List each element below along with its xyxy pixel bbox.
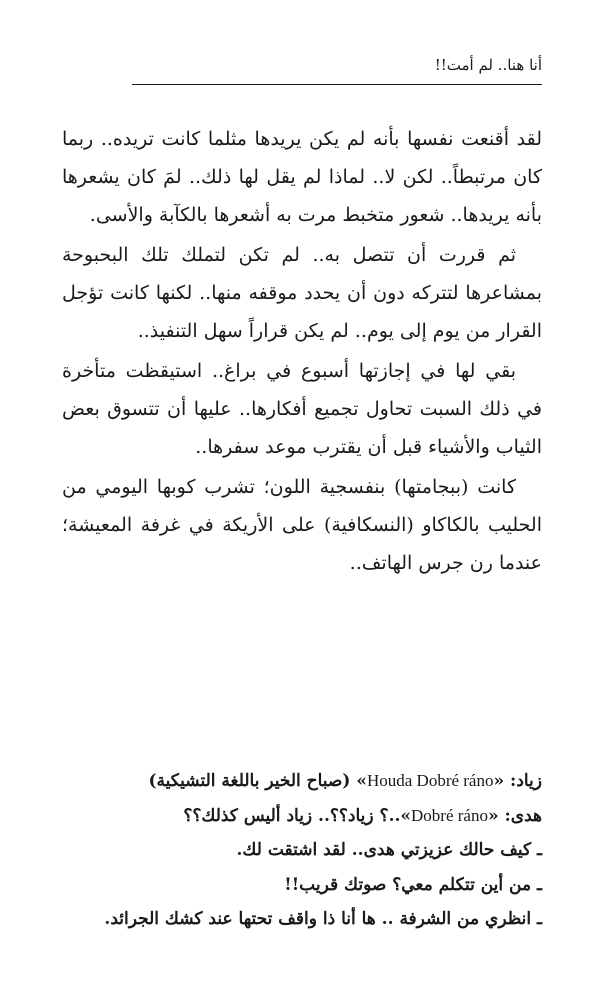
dialogue-line-2-latin: Dobré ráno <box>411 805 488 825</box>
dialogue-line-2-suffix: »..؟ زياد؟؟.. زياد أليس كذلك؟؟ <box>183 805 412 826</box>
paragraph-3: بقي لها في إجازتها أسبوع في براغ.. استيقظت متأخرة في ذلك السبت تحاول تجميع أفكارها.. عليها أن تتسوق بعض الثياب والأشياء قبل أن يقترب موعد سفرها.. <box>62 360 542 458</box>
body-text <box>62 120 542 584</box>
dialogue-line-3: ـ كيف حالك عزيزتي هدى.. لقد اشتقت لك. <box>236 840 542 860</box>
dialogue-block <box>62 764 542 937</box>
dialogue-line-1 <box>62 764 542 799</box>
dialogue-line-1-latin: Houda Dobré ráno <box>366 771 494 790</box>
running-header <box>132 56 542 85</box>
dialogue-line-4: ـ من أين تتكلم معي؟ صوتك قريب!! <box>284 874 542 895</box>
paragraph-2: ثم قررت أن تتصل به.. لم تكن لتملك تلك البحبوحة بمشاعرها لتتركه دون أن يحدد موقفه منها.. لكنها كانت تؤجل القرار من يوم إلى يوم.. لم يكن قراراً سهل التنفيذ.. <box>62 244 542 342</box>
dialogue-line-2 <box>62 799 542 834</box>
paragraph-4: كانت (ببجامتها) بنفسجية اللون؛ تشرب كوبها اليومي من الحليب بالكاكاو (النسكافية) على الأريكة في غرفة المعيشة؛ عندما رن جرس الهاتف.. <box>62 476 542 574</box>
running-title: أنا هنا.. لم أمت!! <box>434 56 542 74</box>
dialogue-line-5: ـ انظري من الشرفة .. ها أنا ذا واقف تحتها عند كشك الجرائد. <box>104 909 542 929</box>
paragraph-1: لقد أقنعت نفسها بأنه لم يكن يريدها مثلما كانت تريده.. ربما كان مرتبطاً.. لكن لا.. لماذا لم يقل لها ذلك.. لمَ كان يشعرها بأنه يريدها.. شعور متخبط مرت به أشعرها بالكآبة والأسى. <box>62 128 542 226</box>
dialogue-line-1-prefix: زياد: « <box>493 771 542 791</box>
dialogue-line-2-prefix: هدى: « <box>487 805 542 826</box>
dialogue-line-1-suffix: » (صباح الخير باللغة التشيكية) <box>148 771 367 791</box>
